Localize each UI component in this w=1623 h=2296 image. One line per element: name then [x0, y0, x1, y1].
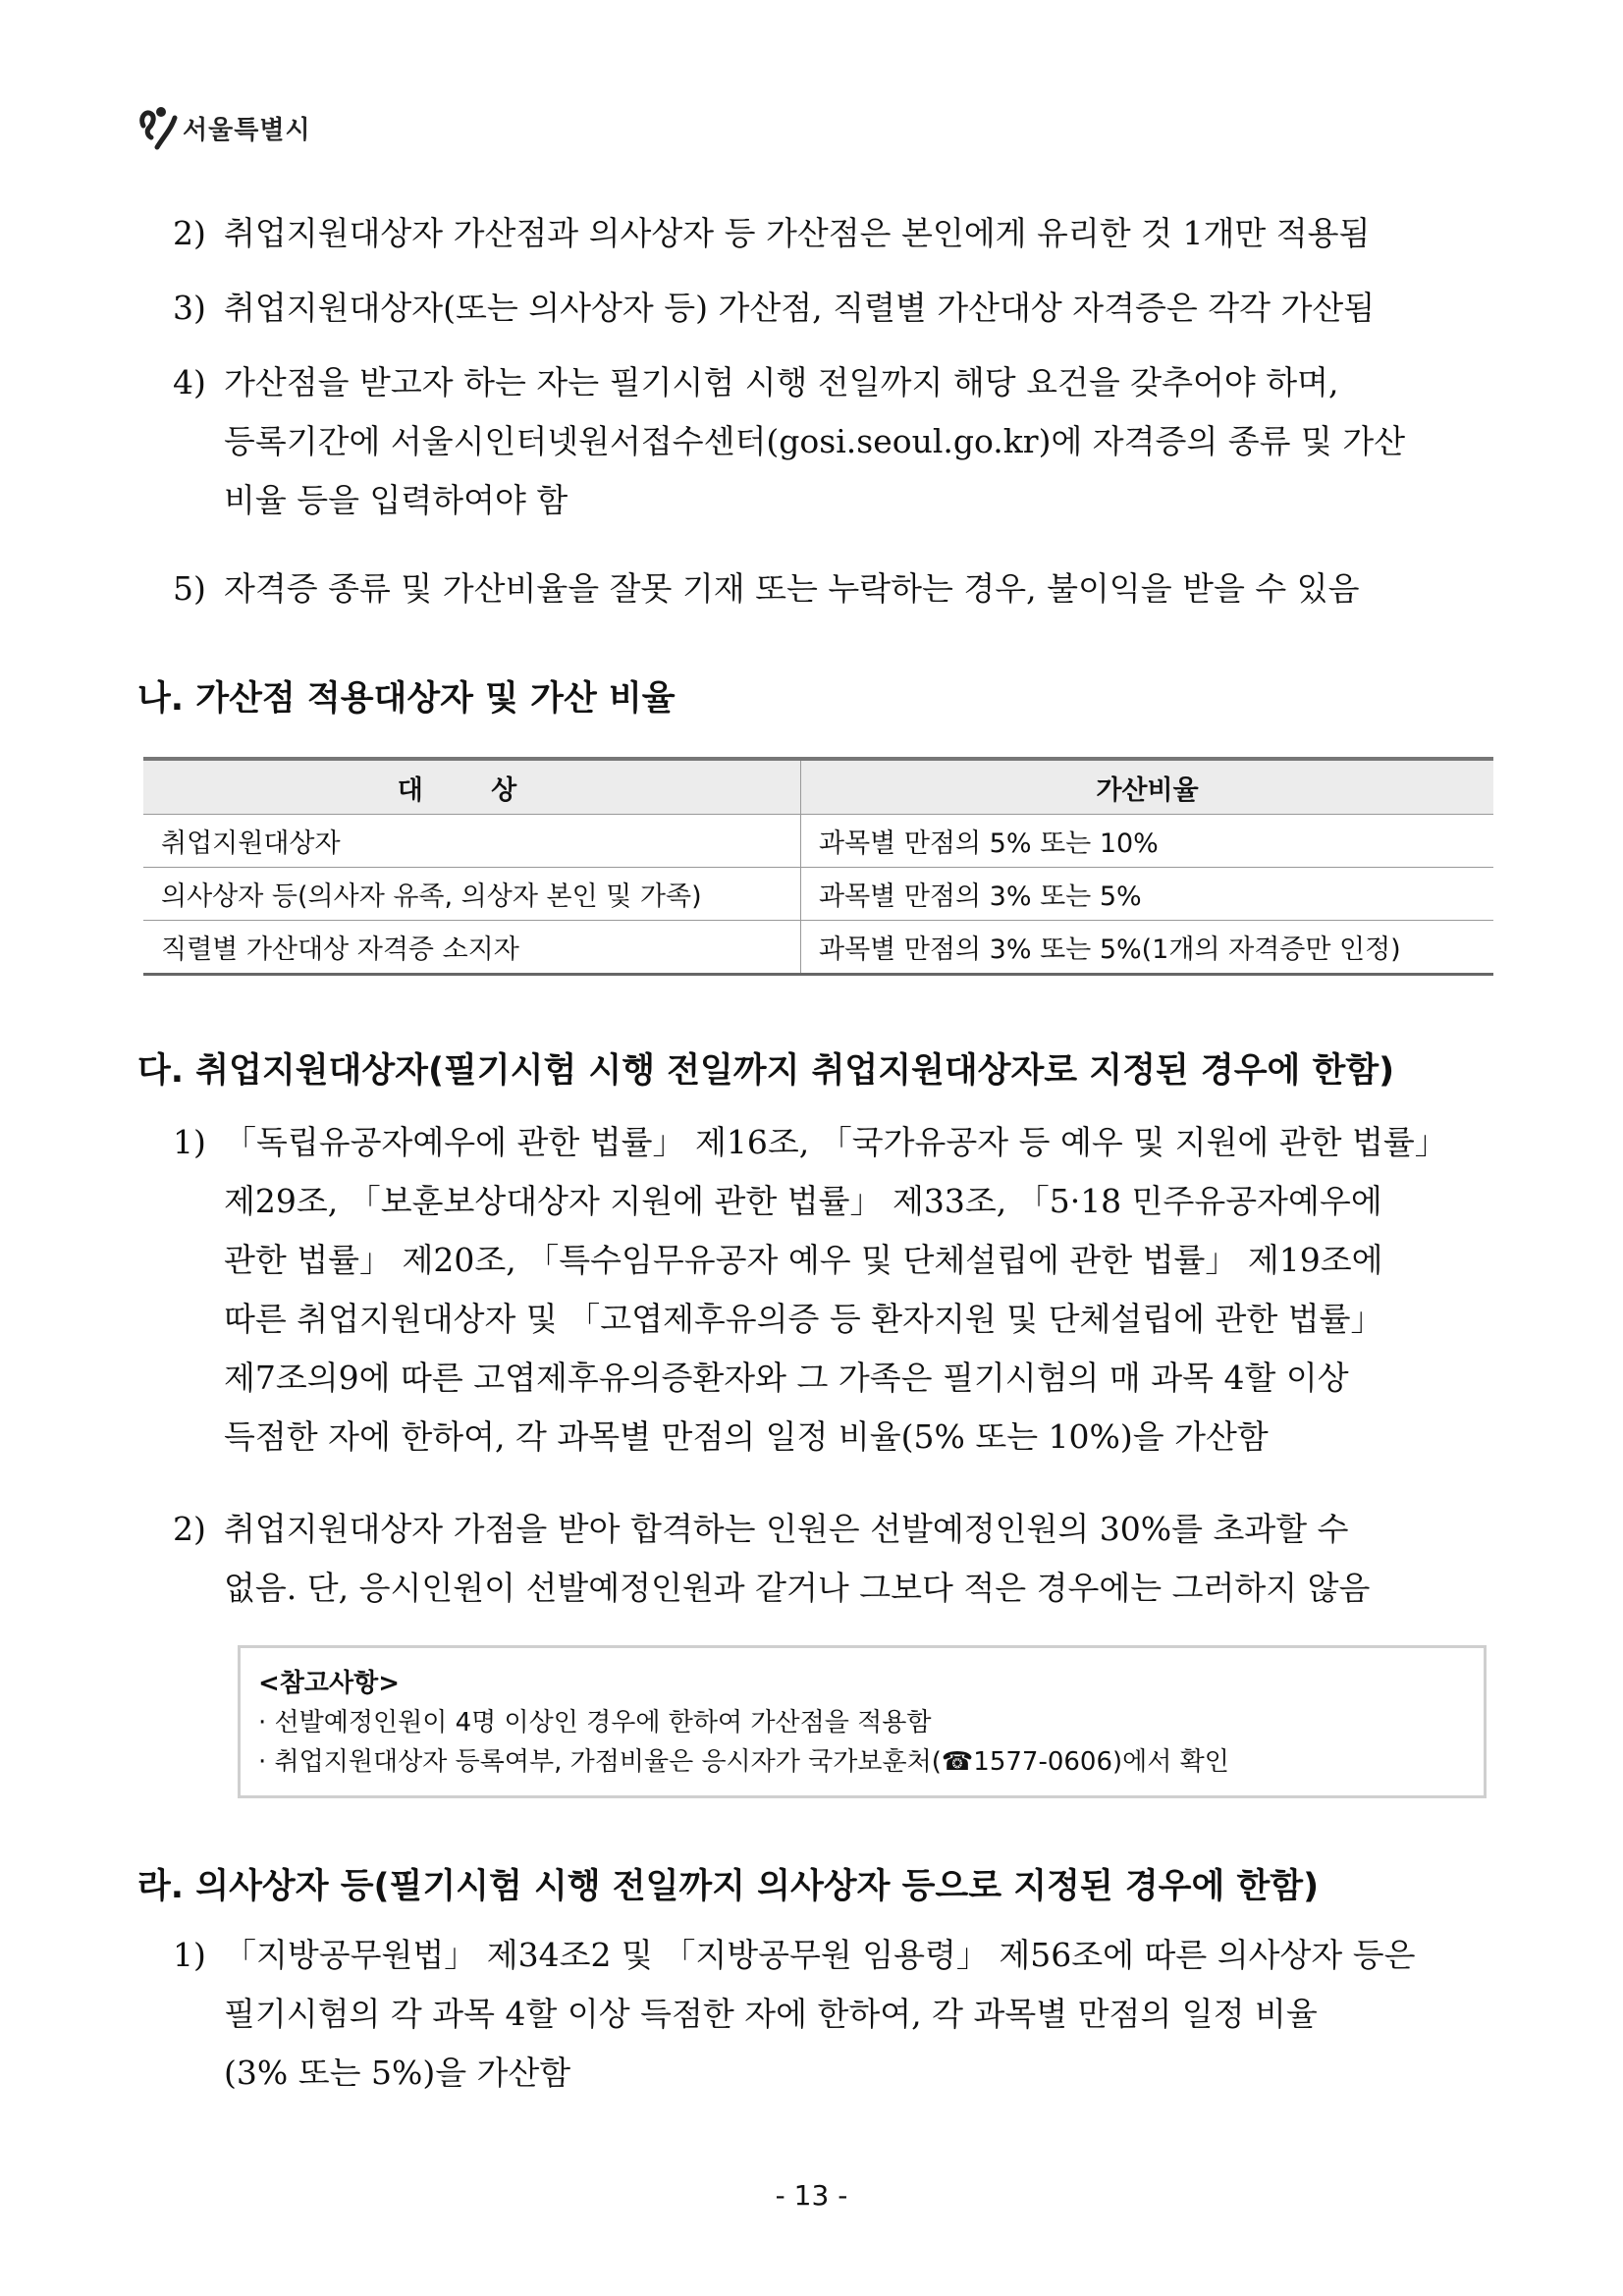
page-number: - 13 -	[775, 2179, 848, 2212]
table-cell-rate: 과목별 만점의 3% 또는 5%	[801, 868, 1494, 921]
section-ra-item-1: 1) 「지방공무원법」 제34조2 및 「지방공무원 임용령」 제56조에 따른 의사상자 등은 필기시험의 각 과목 4할 이상 득점한 자에 한하여, 각 과목별 만점의 일정 비율 (3% 또는 5%)을 가산함	[173, 1936, 1416, 2092]
seoul-logo	[137, 103, 311, 152]
note-title: <참고사항>	[258, 1669, 401, 1698]
table-row	[143, 815, 1493, 868]
table-cell-target: 직렬별 가산대상 자격증 소지자	[143, 921, 801, 975]
section-da-item-1: 1) 「독립유공자예우에 관한 법률」 제16조, 「국가유공자 등 예우 및 지원에 관한 법률」 제29조, 「보훈보상대상자 지원에 관한 법률」 제33조, 「5·18 민주유공자예우에 관한 법률」 제20조, 「특수임무유공자 예우 및 단체설립에 관한 법률」 제19조에 따른 취업지원대상자 및 「고엽제후유의증 등 환자지원 및 단체설립에 관한 법률」 제7조의9에 따른 고엽제후유의증환자와 그 가족은 필기시험의 매 과목 4할 이상 득점한 자에 한하여, 각 과목별 만점의 일정 비율(5% 또는 10%)을 가산함	[173, 1123, 1447, 1456]
section-da-item-2: 2) 취업지원대상자 가점을 받아 합격하는 인원은 선발예정인원의 30%를 초과할 수 없음. 단, 응시인원이 선발예정인원과 같거나 그보다 적은 경우에는 그러하지 않음	[173, 1510, 1371, 1607]
table-cell-target: 의사상자 등(의사자 유족, 의상자 본인 및 가족)	[143, 868, 801, 921]
bonus-rate-table	[143, 757, 1493, 976]
reference-note-box	[238, 1645, 1487, 1798]
table-header-row	[143, 759, 1493, 815]
section-da-heading: 다. 취업지원대상자(필기시험 시행 전일까지 취업지원대상자로 지정된 경우에 한함)	[137, 1051, 1395, 1091]
table-cell-rate: 과목별 만점의 5% 또는 10%	[801, 815, 1494, 868]
note-bullet: · 선발예정인원이 4명 이상인 경우에 한하여 가산점을 적용함	[258, 1708, 932, 1737]
intro-item-2: 2) 취업지원대상자 가산점과 의사상자 등 가산점은 본인에게 유리한 것 1개만 적용됨	[173, 214, 1371, 252]
intro-item-5: 5) 자격증 종류 및 가산비율을 잘못 기재 또는 누락하는 경우, 불이익을 받을 수 있음	[173, 569, 1360, 608]
table-cell-rate: 과목별 만점의 3% 또는 5%(1개의 자격증만 인정)	[801, 921, 1494, 975]
org-name: 서울특별시	[183, 115, 311, 145]
section-na-heading: 나. 가산점 적용대상자 및 가산 비율	[137, 679, 676, 719]
column-header-rate: 가산비율	[801, 759, 1494, 815]
table-row	[143, 868, 1493, 921]
table-row	[143, 921, 1493, 975]
intro-item-3: 3) 취업지원대상자(또는 의사상자 등) 가산점, 직렬별 가산대상 자격증은 각각 가산됨	[173, 289, 1376, 327]
table-cell-target: 취업지원대상자	[143, 815, 801, 868]
seoul-emblem-icon	[137, 104, 179, 151]
intro-item-4: 4) 가산점을 받고자 하는 자는 필기시험 시행 전일까지 해당 요건을 갖추어야 하며, 등록기간에 서울시인터넷원서접수센터(gosi.seoul.go.kr)에 자격증의 종류 및 가산 비율 등을 입력하여야 함	[173, 363, 1406, 519]
section-ra-heading: 라. 의사상자 등(필기시험 시행 전일까지 의사상자 등으로 지정된 경우에 한함)	[137, 1867, 1320, 1906]
column-header-target: 대 상	[143, 759, 801, 815]
note-bullet: · 취업지원대상자 등록여부, 가점비율은 응시자가 국가보훈처(☎1577-0606)에서 확인	[258, 1747, 1229, 1777]
